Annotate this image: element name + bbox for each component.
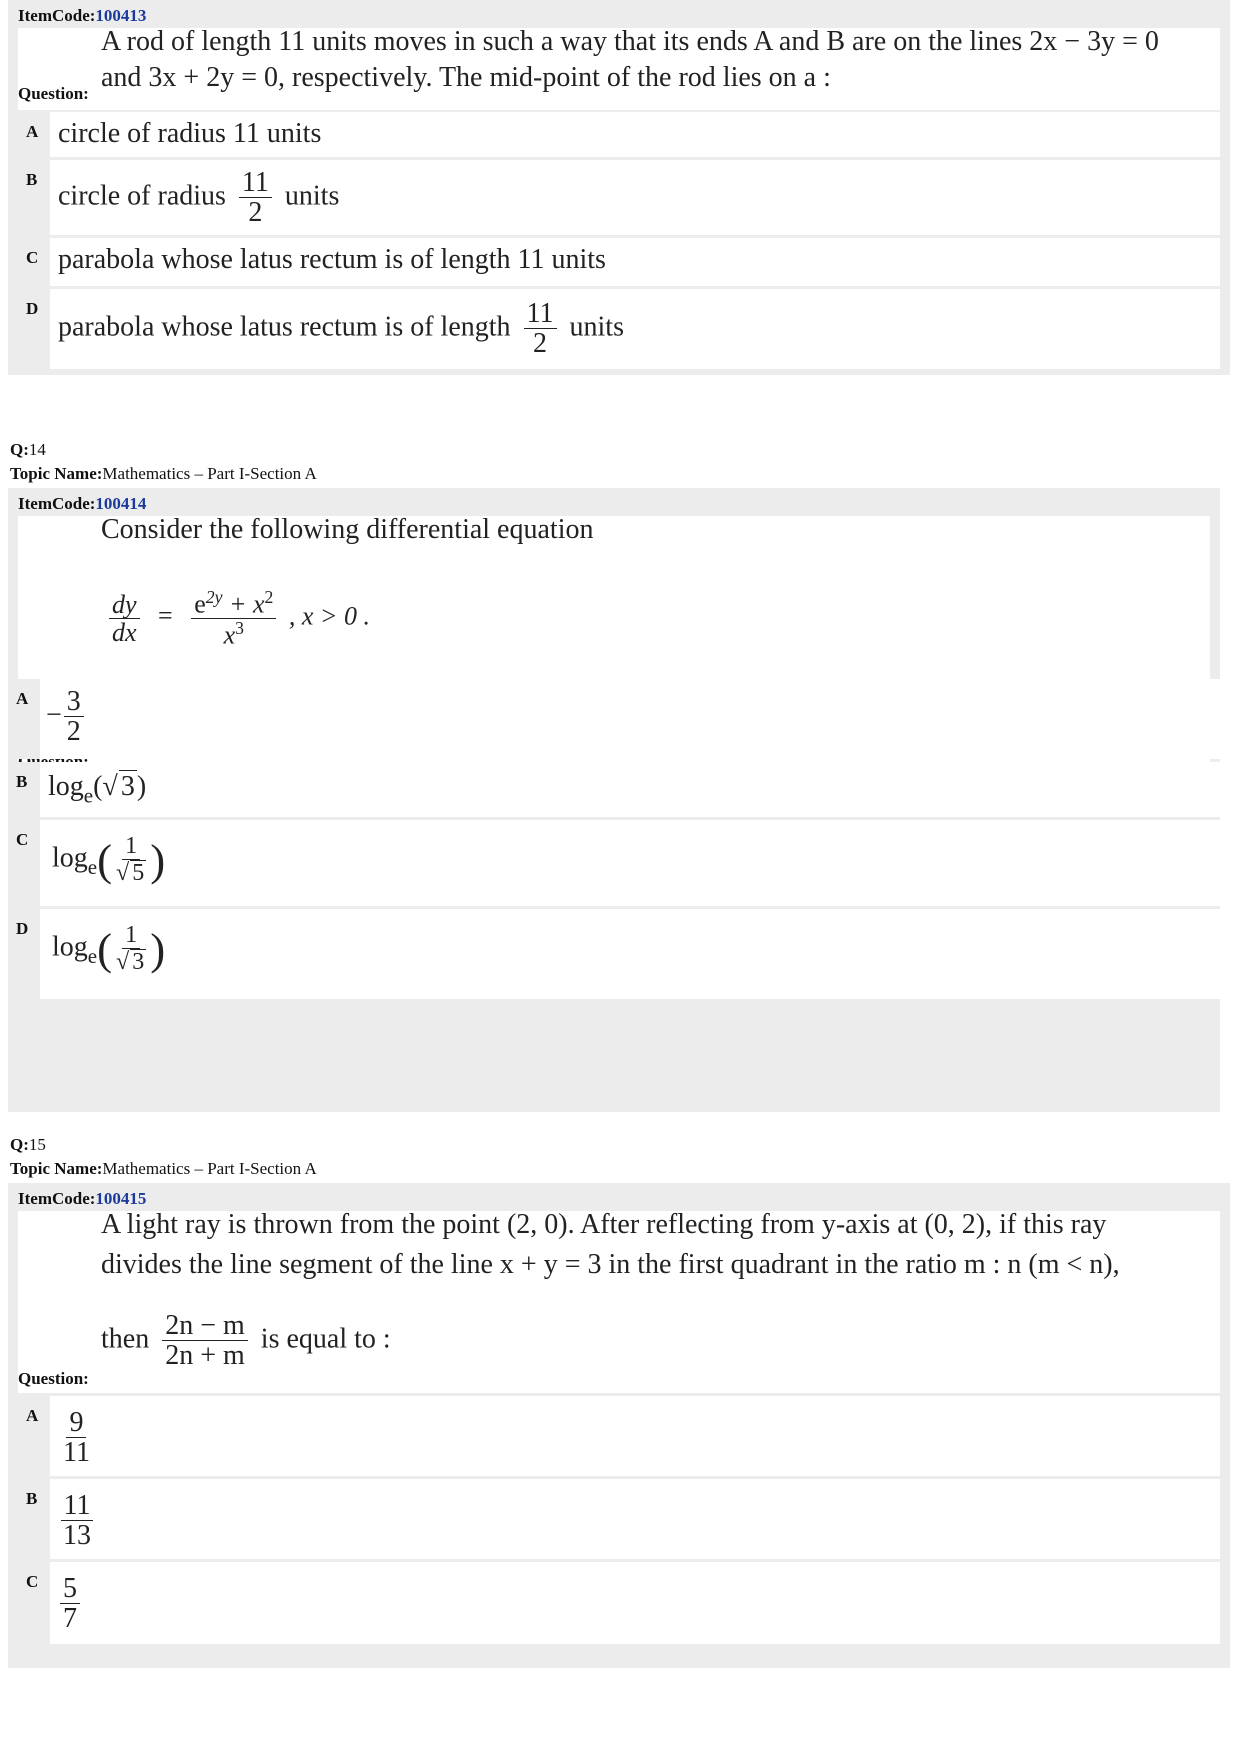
option-15-A[interactable]: A $\frac{9}{11}$ <box>18 1396 1220 1476</box>
fraction: $\frac{1}{√ 5}$ <box>116 833 145 887</box>
item-code-15: ItemCode:100415 <box>18 1189 147 1208</box>
option-text: circle of radius <box>58 180 226 212</box>
question-15-text-line2: divides the line segment of the line x + y = 3 in the first quadrant in the ratio m : n (m < n), <box>101 1249 1120 1280</box>
question-13-text-line1: A rod of length 11 units moves in such a way that its ends A and B are on the lines 2x − 3y = 0 <box>101 26 1159 57</box>
option-text: circle of radius 11 units <box>58 118 322 149</box>
question-label: Question: <box>18 84 89 103</box>
question-label: Question: <box>18 1369 89 1388</box>
item-code-value: 100414 <box>95 494 147 513</box>
question-13-panel <box>8 0 1230 375</box>
option-14-D[interactable]: D $\log_e$( $\frac{1}{√ 3}$ ) <box>8 909 1220 999</box>
fraction: $\frac{2n - m}{2n + m}$ <box>162 1311 248 1371</box>
question-14-number: Q:14 <box>10 440 46 459</box>
item-code-value: 100413 <box>95 6 147 25</box>
fraction: $\frac{9}{11}$ <box>63 1407 90 1469</box>
fraction: $\frac{11}{2}$ <box>524 299 557 359</box>
fraction: $\frac{5}{7}$ <box>60 1574 80 1634</box>
fraction: $\frac{11}{2}$ <box>239 168 272 228</box>
differential-equation: $\frac{dy}{dx}$ = $\frac{e^{2y} + x^2}{x^3}$ , x > 0 . <box>103 588 370 649</box>
question-15-text-line1: A light ray is thrown from the point (2, 0). After reflecting from y-axis at (0, 2), if this ray <box>101 1209 1107 1240</box>
fraction: $\frac{1}{√ 3}$ <box>116 922 145 976</box>
option-13-A[interactable]: A circle of radius 11 units <box>18 112 1220 157</box>
item-code-13: ItemCode:100413 <box>18 6 147 25</box>
option-13-B[interactable]: B circle of radius $\frac{11}{2}$ units <box>18 160 1220 235</box>
option-14-C[interactable]: C $\log_e$( $\frac{1}{√ 5}$ ) <box>8 820 1220 906</box>
option-14-A[interactable]: A − $\frac{3}{2}$ <box>8 679 1220 759</box>
question-13-text-line2: and 3x + 2y = 0, respectively. The mid-point of the rod lies on a : <box>101 62 831 93</box>
option-13-C[interactable]: C parabola whose latus rectum is of length 11 units <box>18 238 1220 286</box>
question-15-topic: Topic Name:Mathematics – Part I-Section A <box>10 1159 317 1178</box>
question-14-topic: Topic Name:Mathematics – Part I-Section A <box>10 464 317 483</box>
question-14-intro: Consider the following differential equation <box>101 514 594 545</box>
question-15-number: Q:15 <box>10 1135 46 1154</box>
option-text: parabola whose latus rectum is of length 11 units <box>58 244 606 275</box>
fraction: $\frac{11}{13}$ <box>60 1491 94 1551</box>
option-15-C[interactable]: C $\frac{5}{7}$ <box>18 1562 1220 1644</box>
option-14-B[interactable]: B $\log_e(√$ 3) <box>8 762 1220 817</box>
option-15-B[interactable]: B $\frac{11}{13}$ <box>18 1479 1220 1559</box>
option-text: parabola whose latus rectum is of length <box>58 311 511 343</box>
fraction: $\frac{3}{2}$ <box>64 687 84 747</box>
option-13-D[interactable]: D parabola whose latus rectum is of length $\frac{11}{2}$ units <box>18 289 1220 369</box>
question-13-body <box>18 28 1220 110</box>
item-code-14: ItemCode:100414 <box>18 494 147 513</box>
question-15-expression: then $\frac{2n - m}{2n + m}$ is equal to : <box>101 1310 391 1372</box>
question-15-panel <box>8 1183 1230 1668</box>
question-15-body <box>18 1211 1220 1393</box>
item-code-value: 100415 <box>95 1189 147 1208</box>
